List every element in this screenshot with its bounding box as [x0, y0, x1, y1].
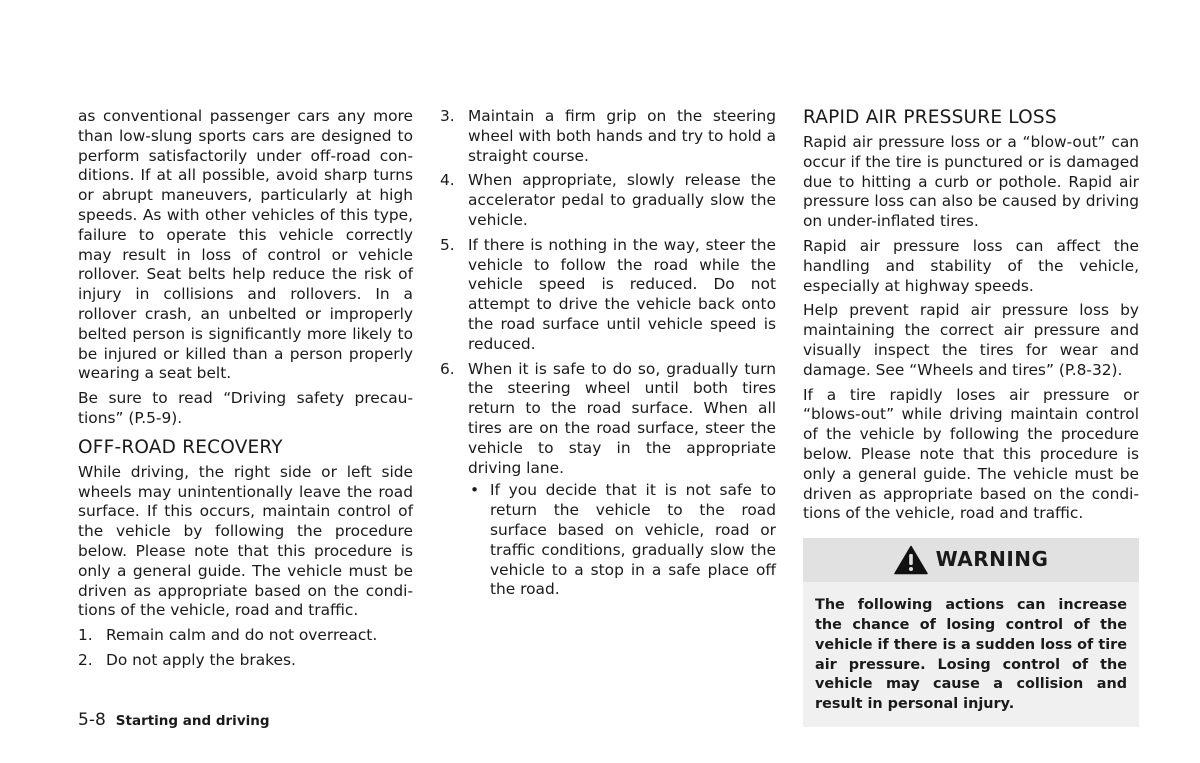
column-right — [803, 107, 1139, 727]
paragraph: If a tire rapidly loses air pressure or “blows-out” while driving maintain control of the vehicle by following the procedure below. Please note that this procedure is only a general guide. The vehicle must be driven as appropriate based on the conditions of the vehicle, road and traffic. — [803, 385, 1139, 523]
warning-triangle-icon — [894, 545, 928, 575]
bullet-symbol: • — [470, 481, 480, 500]
rapid-air-pressure-loss-heading: RAPID AIR PRESSURE LOSS — [803, 107, 1057, 128]
step-number: 2. — [78, 650, 93, 669]
list-item — [440, 360, 776, 601]
page-footer — [78, 710, 270, 730]
step-text: When it is safe to do so, gradually turn the steering wheel until both tires return to the road surface. When all tires are on the road surface, steer the vehicle to stay in the appropriate driving lane. — [468, 359, 776, 477]
list-item — [78, 651, 413, 671]
step-text: Remain calm and do not overreact. — [106, 626, 378, 645]
list-item — [440, 236, 776, 355]
step-number: 1. — [78, 626, 93, 645]
recovery-steps-list — [78, 626, 413, 671]
off-road-recovery-paragraph: While driving, the right side or left side wheels may unintentionally leave the road surface. If this occurs, maintain control of the vehicle by following the procedure below. Please note that this procedure is only a general guide. The vehicle must be driven as appropriate based on the conditions of the vehicle, road and traffic. — [78, 462, 413, 620]
warning-text: The following actions can increase the chance of losing control of the vehicle if there is a sudden loss of tire air pressure. Losing control of the vehicle may cause a collision and result in personal injury. — [815, 597, 1127, 713]
paragraph: Rapid air pressure loss or a “blow-out” can occur if the tire is punctured or is damaged due to hitting a curb or pothole. Rapid air pressure loss can also be caused by driving on under-inflated tires. — [803, 133, 1139, 231]
step-text: Do not apply the brakes. — [106, 650, 296, 669]
step-text: If there is nothing in the way, steer the vehicle to follow the road while the vehicle speed is reduced. Do not attempt to drive the vehicle back onto the road surface until vehicle speed is reduced. — [468, 235, 776, 353]
sub-bullet-list — [468, 481, 776, 600]
bullet-item — [468, 481, 776, 600]
step-number: 5. — [440, 235, 455, 254]
bullet-text: If you decide that it is not safe to return the vehicle to the road surface based on vehicle, road or traffic conditions, gradually slow the vehicle to a stop in a safe place off the road. — [490, 481, 776, 599]
warning-box — [803, 538, 1139, 727]
list-item — [440, 171, 776, 230]
step-text: When appropriate, slowly release the accelerator pedal to gradually slow the vehicle. — [468, 171, 776, 229]
list-item — [78, 626, 413, 646]
step-number: 6. — [440, 359, 455, 378]
read-reference-paragraph: Be sure to read “Driving safety precautions” (P.5-9). — [78, 389, 413, 427]
list-item — [440, 107, 776, 166]
warning-title: WARNING — [935, 547, 1049, 572]
off-road-recovery-heading: OFF-ROAD RECOVERY — [78, 436, 283, 458]
paragraph: Rapid air pressure loss can affect the handling and stability of the vehicle, especially at highway speeds. — [803, 236, 1139, 295]
column-left — [78, 107, 413, 676]
step-number: 3. — [440, 107, 455, 125]
page-number: 5-8 — [78, 710, 106, 730]
step-text: Maintain a firm grip on the steering wheel with both hands and try to hold a straight course. — [468, 107, 776, 165]
footer-section-title: Starting and driving — [115, 713, 270, 729]
column-middle — [440, 107, 776, 605]
warning-header — [803, 538, 1139, 582]
step-number: 4. — [440, 171, 455, 190]
intro-paragraph: as conventional passenger cars any more than low-slung sports cars are designed to perform satisfactorily under off-road conditions. If at all possible, avoid sharp turns or abrupt maneuvers, particularly at high speeds. As with other vehicles of this type, failure to operate this vehicle correctly may result in loss of control or vehicle rollover. Seat belts help reduce the risk of injury in collisions and rollovers. In a rollover crash, an unbelted or improperly belted person is significantly more likely to be injured or killed than a person properly wearing a seat belt. — [78, 107, 413, 383]
recovery-steps-list-continued — [440, 107, 776, 600]
paragraph: Help prevent rapid air pressure loss by maintaining the correct air pressure and visually inspect the tires for wear and damage. See “Wheels and tires” (P.8-32). — [803, 301, 1139, 379]
